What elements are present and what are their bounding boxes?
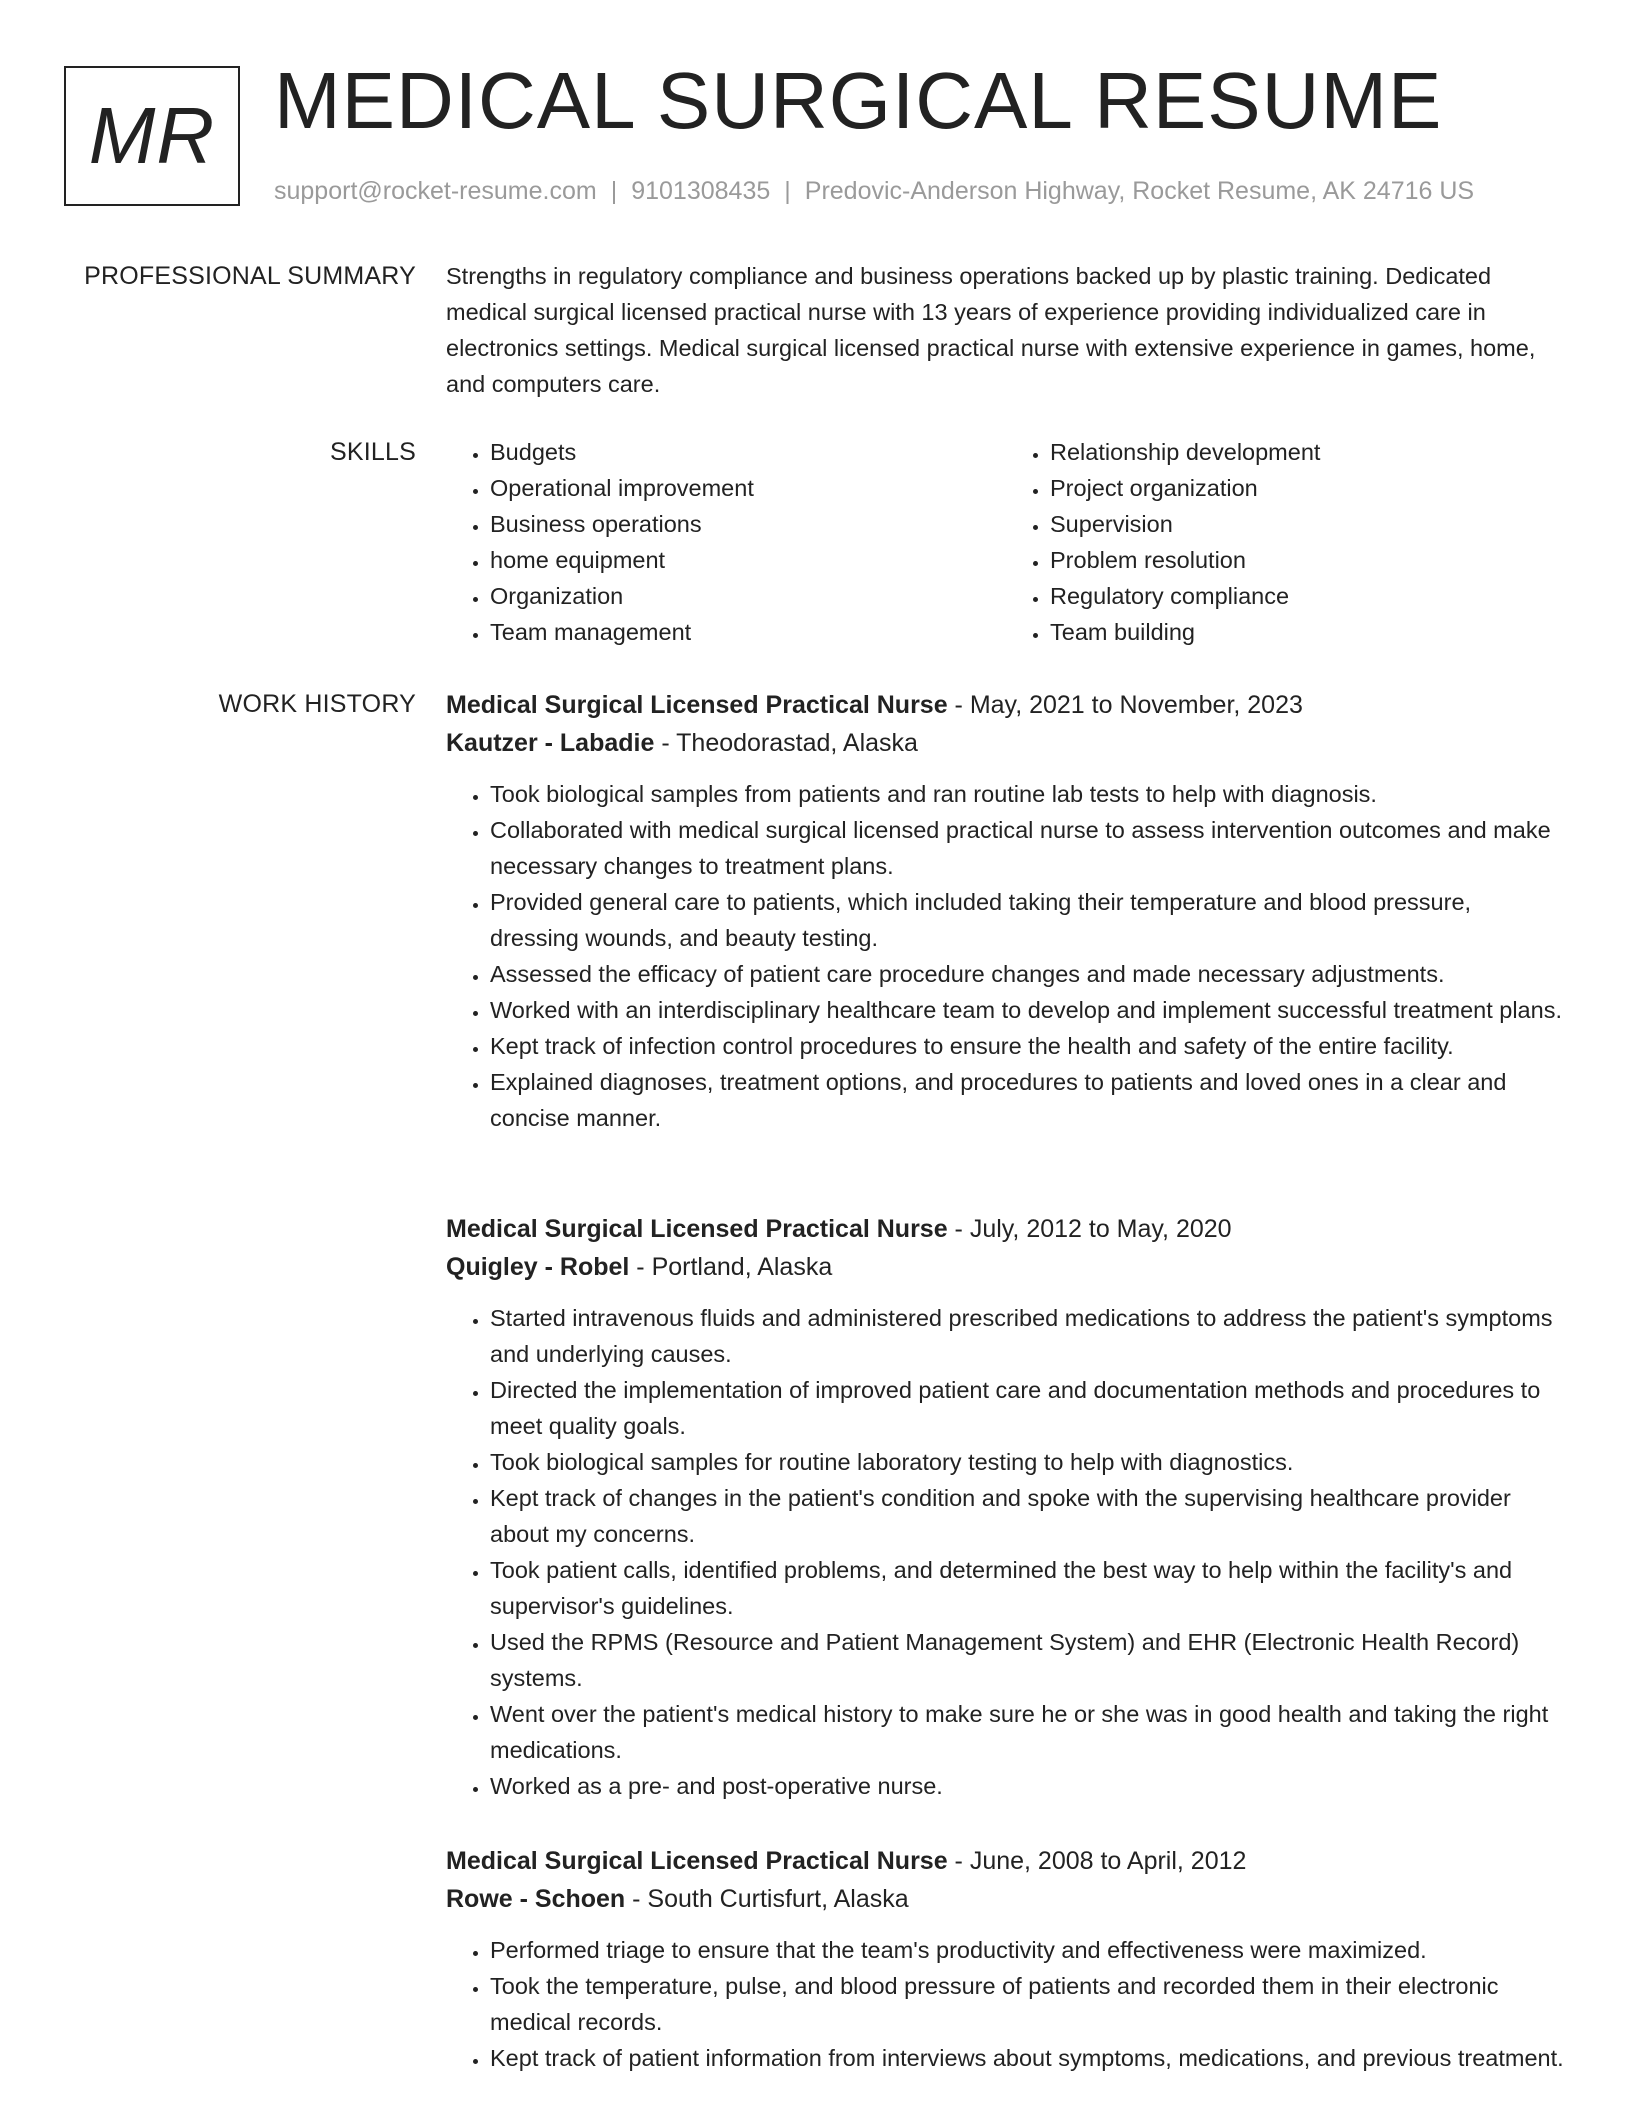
job-bullet: • Kept track of patient information from interviews about symptoms, medications, and previous treatment. (490, 2040, 1566, 2076)
job-company-line (446, 1880, 1566, 1918)
job-bullet: • Took the temperature, pulse, and blood pressure of patients and recorded them in their electronic medical records. (490, 1968, 1566, 2040)
job-bullet: • Assessed the efficacy of patient care procedure changes and made necessary adjustments. (490, 956, 1566, 992)
skill-item: • Operational improvement (490, 470, 1006, 506)
job-bullet: • Directed the implementation of improved patient care and documentation methods and procedures to meet quality goals. (490, 1372, 1566, 1444)
job-title: Medical Surgical Licensed Practical Nurse (446, 1847, 948, 1875)
resume-title: MEDICAL SURGICAL RESUME (274, 56, 1443, 145)
monogram-box (64, 66, 240, 206)
contact-line (274, 174, 1474, 208)
job-dates: - May, 2021 to November, 2023 (947, 691, 1303, 719)
job-entry (446, 1210, 1566, 1804)
job-bullet: • Took patient calls, identified problems, and determined the best way to help within the facility's and supervisor's guidelines. (490, 1552, 1566, 1624)
job-company: Rowe - Schoen (446, 1885, 626, 1913)
job-title-line (446, 1842, 1566, 1880)
skill-item: • Organization (490, 578, 1006, 614)
job-company: Quigley - Robel (446, 1253, 630, 1281)
job-bullet: • Kept track of infection control procedures to ensure the health and safety of the entire facility. (490, 1028, 1566, 1064)
job-location: - South Curtisfurt, Alaska (625, 1885, 909, 1913)
contact-separator: | (610, 177, 618, 205)
skill-item: • Business operations (490, 506, 1006, 542)
job-company-line (446, 724, 1566, 762)
job-bullet: • Collaborated with medical surgical licensed practical nurse to assess intervention outcomes and make necessary changes to treatment plans. (490, 812, 1566, 884)
job-bullet: • Explained diagnoses, treatment options, and procedures to patients and loved ones in a clear and concise manner. (490, 1064, 1566, 1136)
contact-phone: 9101308435 (631, 177, 771, 205)
skills-columns (446, 434, 1566, 650)
job-dates: - July, 2012 to May, 2020 (947, 1215, 1232, 1243)
job-bullet: • Performed triage to ensure that the team's productivity and effectiveness were maximized. (490, 1932, 1566, 1968)
job-bullet: • Took biological samples for routine laboratory testing to help with diagnostics. (490, 1444, 1566, 1480)
job-company-line (446, 1248, 1566, 1286)
skills-list-left (446, 434, 1006, 650)
job-title-line (446, 1210, 1566, 1248)
monogram-initials: MR (88, 91, 216, 180)
job-title: Medical Surgical Licensed Practical Nurse (446, 691, 948, 719)
summary-text: Strengths in regulatory compliance and business operations backed up by plastic training. Dedicated medical surgical licensed practical nurse with 13 years of experience providing individualized care in electronics settings. Medical surgical licensed practical nurse with extensive experience in games, home, and computers care. (446, 263, 1536, 397)
job-bullet: • Worked as a pre- and post-operative nurse. (490, 1768, 1566, 1804)
job-dates: - June, 2008 to April, 2012 (947, 1847, 1247, 1875)
job-entry (446, 686, 1566, 1136)
job-bullet: • Worked with an interdisciplinary healthcare team to develop and implement successful treatment plans. (490, 992, 1566, 1028)
skill-item: • home equipment (490, 542, 1006, 578)
job-company: Kautzer - Labadie (446, 729, 655, 757)
skill-item: • Regulatory compliance (1050, 578, 1566, 614)
job-bullet: • Took biological samples from patients and ran routine lab tests to help with diagnosis. (490, 776, 1566, 812)
job-bullet-list (446, 1932, 1566, 2076)
skills-list-right (1006, 434, 1566, 650)
skill-item: • Supervision (1050, 506, 1566, 542)
summary-heading: PROFESSIONAL SUMMARY (84, 262, 416, 290)
skill-item: • Budgets (490, 434, 1006, 470)
job-title: Medical Surgical Licensed Practical Nurse (446, 1215, 948, 1243)
skills-body (446, 434, 1566, 650)
job-bullet-list (446, 1300, 1566, 1804)
skill-item: • Team management (490, 614, 1006, 650)
skill-item: • Problem resolution (1050, 542, 1566, 578)
contact-email: support@rocket-resume.com (274, 177, 597, 205)
skill-item: • Team building (1050, 614, 1566, 650)
job-title-line (446, 686, 1566, 724)
job-bullet: • Started intravenous fluids and administered prescribed medications to address the patient's symptoms and underlying causes. (490, 1300, 1566, 1372)
job-bullet-list (446, 776, 1566, 1136)
work-history-heading: WORK HISTORY (218, 690, 416, 718)
job-bullet: • Used the RPMS (Resource and Patient Management System) and EHR (Electronic Health Record) systems. (490, 1624, 1566, 1696)
job-bullet: • Went over the patient's medical history to make sure he or she was in good health and taking the right medications. (490, 1696, 1566, 1768)
contact-address: Predovic-Anderson Highway, Rocket Resume, AK 24716 US (804, 177, 1475, 205)
contact-separator: | (784, 177, 791, 205)
job-location: - Theodorastad, Alaska (654, 729, 918, 757)
job-bullet: • Provided general care to patients, which included taking their temperature and blood pressure, dressing wounds, and beauty testing. (490, 884, 1566, 956)
skills-heading: SKILLS (330, 438, 416, 466)
job-bullet: • Kept track of changes in the patient's condition and spoke with the supervising healthcare provider about my concerns. (490, 1480, 1566, 1552)
skill-item: • Project organization (1050, 470, 1566, 506)
job-entry (446, 1842, 1566, 2076)
skill-item: • Relationship development (1050, 434, 1566, 470)
summary-body (446, 258, 1566, 402)
job-location: - Portland, Alaska (629, 1253, 833, 1281)
